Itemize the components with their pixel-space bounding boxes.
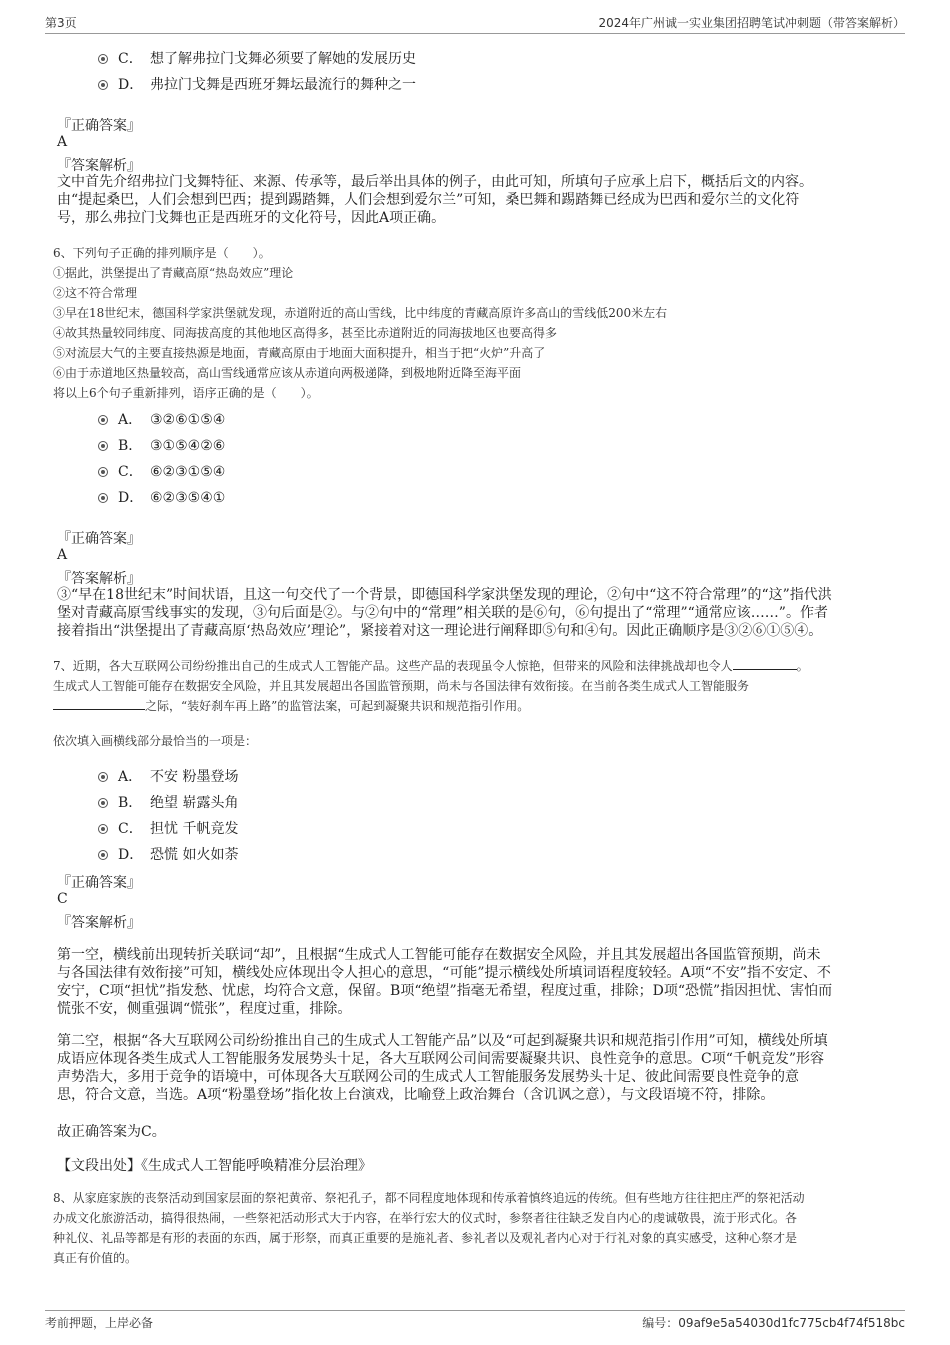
footer-slogan: 考前押题，上岸必备: [45, 1316, 154, 1330]
q5-option-c[interactable]: C． 想了解弗拉门戈舞必须要了解她的发展历史: [98, 48, 416, 68]
radio-icon[interactable]: [98, 441, 108, 451]
radio-icon[interactable]: [98, 467, 108, 477]
q7-source: 【文段出处】《生成式人工智能呼唤精准分层治理》: [57, 1158, 372, 1174]
q6-analysis: ③“早在18世纪末”时间状语，且这一句交代了一个背景，即德国科学家洪堡发现的理论，②句中“这不符合常理”的“这”指代洪 堡对青藏高原雪线事实的发现，③句后面是②。与②句中的“常理”相关联的是⑥句，⑥句提出了“常理”“通常应该……”。作者 接着指出“洪堡提出了青藏高原‘热岛效应’理论”，紧接着对这一理论进行阐释即⑤句和④句。因此正确顺序是③②⑥①⑤④。: [57, 587, 832, 639]
radio-icon[interactable]: [98, 850, 108, 860]
q7-analysis-p1: 第一空，横线前出现转折关联词“却”，且根据“生成式人工智能可能存在数据安全风险，并且其发展超出各国监管预期，尚未 与各国法律有效衔接”可知，横线处应体现出令人担心的意思，“可能”提示横线处所填词语程度较轻。A项“不安”指不安定、不 安宁，C项“担忧”指发愁、忧虑，均符合文意，保留。B项“绝望”指毫无希望，程度过重，排除；D项“恐慌”指因担忧、害怕而 慌张不安，侧重强调“慌张”，程度过重，排除。: [57, 947, 833, 1017]
q6-analysis-label: 『答案解析』: [57, 571, 141, 587]
q6-option-d[interactable]: D． ⑥②③⑤④①: [98, 487, 225, 507]
footer-serial: 编号：09af9e5a54030d1fc775cb4f74f518bc: [642, 1316, 905, 1330]
q5-analysis-label: 『答案解析』: [57, 158, 141, 174]
q6-answer-label: 『正确答案』: [57, 531, 141, 547]
q7-option-a[interactable]: A． 不安 粉墨登场: [98, 766, 238, 786]
q6-sentence: ③早在18世纪末，德国科学家洪堡就发现，赤道附近的高山雪线，比中纬度的青藏高原许多高山的雪线低200米左右: [53, 306, 668, 320]
q5-option-d[interactable]: D． 弗拉门戈舞是西班牙舞坛最流行的舞种之一: [98, 74, 416, 94]
q6-sentence: ⑤对流层大气的主要直接热源是地面，青藏高原由于地面大面积提升，相当于把“火炉”升高了: [53, 346, 546, 360]
q7-analysis-label: 『答案解析』: [57, 915, 141, 931]
radio-icon[interactable]: [98, 772, 108, 782]
page-number: 第3页: [45, 16, 77, 30]
q6-answer: A: [57, 547, 68, 563]
q6-sentence: ⑥由于赤道地区热量较高，高山雪线通常应该从赤道向两极递降，到极地附近降至海平面: [53, 366, 522, 380]
q6-sentence: ①据此，洪堡提出了青藏高原“热岛效应”理论: [53, 266, 294, 280]
q7-option-c[interactable]: C． 担忧 千帆竞发: [98, 818, 238, 838]
radio-icon[interactable]: [98, 54, 108, 64]
q6-prompt: 将以上6个句子重新排列，语序正确的是（ ）。: [53, 386, 319, 400]
blank-line: [733, 657, 797, 670]
q6-option-a[interactable]: A． ③②⑥①⑤④: [98, 409, 225, 429]
q7-answer: C: [57, 891, 68, 907]
q6-stem: 6、下列句子正确的排列顺序是（ ）。: [53, 246, 271, 260]
footer-divider: [45, 1310, 905, 1311]
q6-option-b[interactable]: B． ③①⑤④②⑥: [98, 435, 225, 455]
q7-option-b[interactable]: B． 绝望 崭露头角: [98, 792, 238, 812]
q7-instruction: 依次填入画横线部分最恰当的一项是：: [53, 734, 258, 748]
radio-icon[interactable]: [98, 415, 108, 425]
q6-stem-block: [53, 243, 898, 403]
q6-sentence: ④故其热量较同纬度、同海拔高度的其他地区高得多，甚至比赤道附近的同海拔地区也要高得多: [53, 326, 558, 340]
radio-icon[interactable]: [98, 798, 108, 808]
header-divider: [45, 33, 905, 34]
q7-option-d[interactable]: D． 恐慌 如火如荼: [98, 844, 238, 864]
q8-stem: 8、从家庭家族的丧祭活动到国家层面的祭祀黄帝、祭祀孔子，都不同程度地体现和传承着慎终追远的传统。但有些地方往往把庄严的祭祀活动 办成文化旅游活动，搞得很热闹，一些祭祀活动形式大于内容，在举行宏大的仪式时，参祭者往往缺乏发自内心的虔诚敬畏，流于形式化。各 种礼仪、礼品等都是有形的表面的东西，属于形祭，而真正重要的是施礼者、参礼者以及观礼者内心对于行礼对象的真实感受，这种心祭才是 真正有价值的。: [53, 1191, 805, 1265]
q5-answer-label: 『正确答案』: [57, 118, 141, 134]
q6-option-c[interactable]: C． ⑥②③①⑤④: [98, 461, 225, 481]
q7-answer-label: 『正确答案』: [57, 875, 141, 891]
document-title: 2024年广州诚一实业集团招聘笔试冲刺题（带答案解析）: [598, 16, 905, 30]
radio-icon[interactable]: [98, 80, 108, 90]
q5-analysis: 文中首先介绍弗拉门戈舞特征、来源、传承等，最后举出具体的例子，由此可知，所填句子应承上启下，概括后文的内容。 由“提起桑巴，人们会想到巴西；提到踢踏舞，人们会想到爱尔兰”可知，桑巴舞和踢踏舞已经成为巴西和爱尔兰的文化符 号，那么弗拉门戈舞也正是西班牙的文化符号，因此A项正确。: [57, 174, 813, 226]
q6-sentence: ②这不符合常理: [53, 286, 138, 300]
q7-stem: 7、近期，各大互联网公司纷纷推出自己的生成式人工智能产品。这些产品的表现虽令人惊艳，但带来的风险和法律挑战却也令人 。 生成式人工智能可能存在数据安全风险，并且其发展超出各国监管预期，尚未与各国法律有效衔接。在当前各类生成式人工智能服务 之际，“装好刹车再上路”的监管法案，可起到凝聚共识和规范指引作用。: [53, 659, 809, 713]
q7-conclusion: 故正确答案为C。: [57, 1124, 166, 1140]
q5-answer: A: [57, 134, 68, 150]
radio-icon[interactable]: [98, 493, 108, 503]
radio-icon[interactable]: [98, 824, 108, 834]
blank-line: [53, 697, 145, 710]
q7-analysis-p2: 第二空，根据“各大互联网公司纷纷推出自己的生成式人工智能产品”以及“可起到凝聚共识和规范指引作用”可知，横线处所填 成语应体现各类生成式人工智能服务发展势头十足，各大互联网公司间需要凝聚共识、良性竞争的意思。C项“千帆竞发”形容 声势浩大，多用于竞争的语境中，可体现各大互联网公司的生成式人工智能服务发展势头十足、彼此间需要良性竞争的意 思，符合文意，当选。A项“粉墨登场”指化妆上台演戏，比喻登上政治舞台（含讥讽之意），与文段语境不符，排除。: [57, 1033, 828, 1103]
